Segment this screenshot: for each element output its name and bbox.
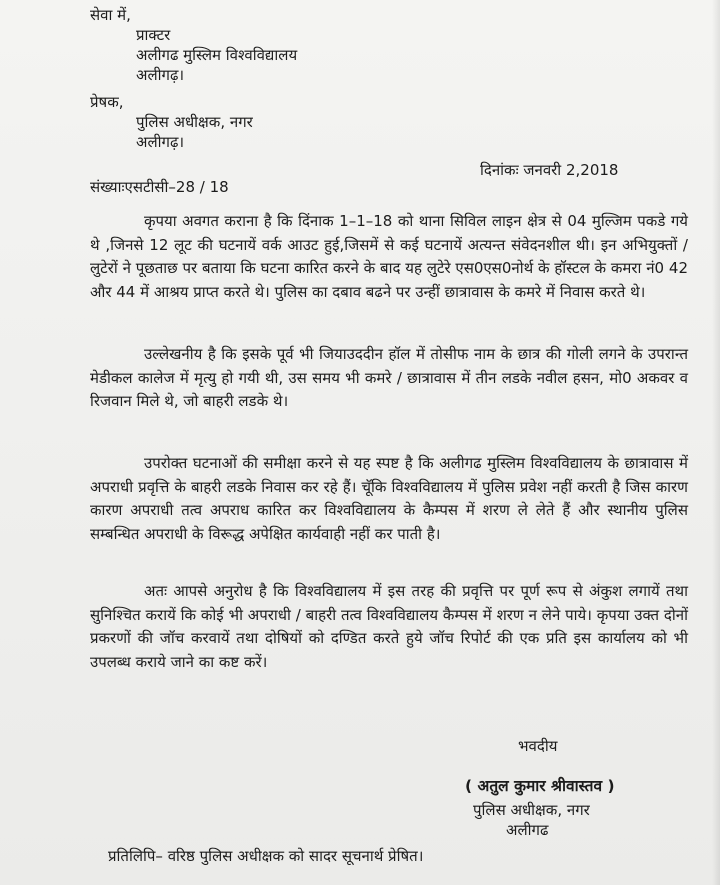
body-paragraph-1: कृपया अवगत कराना है कि दिंनाक 1–1–18 को थाना सिविल लाइन क्षेत्र से 04 मुल्जिम पकडे गये थे ,जिनसे 12 लूट की घटनायें वर्क आउट हुई,जिसमें से कई घटनायें अत्यन्त संवेदनशील थी। इन अभियुक्तों / लुटेरों ने पूछताछ पर बताया कि घटना कारित करने के बाद यह लुटेरे एस0एस0नोर्थ के हॉस्टल के कमरा नं0 42 और 44 में आश्रय प्राप्त करते थे। पुलिस का दबाव बढने पर उन्हीं छात्रावास के कमरे में निवास करते थे।: [90, 212, 688, 301]
sender-label: प्रेषक,: [90, 93, 124, 111]
body-paragraph-4: अतः आपसे अनुरोध है कि विश्वविद्यालय में इस तरह की प्रवृत्ति पर पूर्ण रूप से अंकुश लगायें तथा सुनिश्चित करायें कि कोई भी अपराधी / बाहरी तत्व विश्वविद्यालय कैम्पस में शरण न लेने पाये। कृपया उक्त दोनों प्रकरणों की जॉच करवायें तथा दोषियों को दण्डित करते हुये जॉच रिपोर्ट की एक प्रति इस कार्यालय को भी उपलब्ध कराये जाने का कष्ट करें।: [90, 582, 688, 671]
page-edge-shadow: [712, 0, 720, 885]
addressee-salutation: सेवा में,: [90, 6, 131, 24]
addressee-city: अलीगढ़।: [136, 66, 185, 84]
body-paragraph-2: उल्लेखनीय है कि इसके पूर्व भी जियाउददीन हॉल में तोसीफ नाम के छात्र की गोली लगने के उपरान्त मेडीकल कालेज में मृत्यु हो गयी थी, उस समय भी कमरे / छात्रावास में तीन लडके नवील हसन, मो0 अकवर व रिजवान मिले थे, जो बाहरी लडके थे।: [90, 345, 688, 411]
sender-city: अलीगढ़।: [136, 133, 185, 151]
signatory-name: ( अतुल कुमार श्रीवास्तव ): [465, 777, 615, 795]
copy-to-line: प्रतिलिपि– वरिष्ठ पुलिस अधीक्षक को सादर सूचनार्थ प्रेषित।: [108, 847, 424, 865]
addressee-designation: प्राक्टर: [136, 26, 171, 44]
reference-number: संख्याःएसटीसी–28 / 18: [90, 178, 229, 196]
sender-designation: पुलिस अधीक्षक, नगर: [136, 113, 253, 131]
letter-date: दिनांकः जनवरी 2,2018: [480, 161, 619, 179]
valediction: भवदीय: [518, 737, 558, 755]
body-paragraph-3: उपरोक्त घटनाओं की समीक्षा करने से यह स्पष्ट है कि अलीगढ मुस्लिम विश्वविद्यालय के छात्रावास में अपराधी प्रवृत्ति के बाहरी लडके निवास कर रहे हैं। चूॅकि विश्वविद्यालय में पुलिस प्रवेश नहीं करती है जिस कारण कारण अपराधी तत्व अपराध कारित कर विश्वविद्यालय के कैम्पस में शरण ले लेते हैं और स्थानीय पुलिस सम्बन्धित अपराधी के विरूद्ध अपेक्षित कार्यवाही नहीं कर पाती है।: [90, 454, 688, 543]
signatory-designation: पुलिस अधीक्षक, नगर: [473, 801, 590, 819]
addressee-institution: अलीगढ मुस्लिम विश्वविद्यालय: [136, 46, 298, 64]
signatory-city: अलीगढ: [506, 821, 549, 839]
